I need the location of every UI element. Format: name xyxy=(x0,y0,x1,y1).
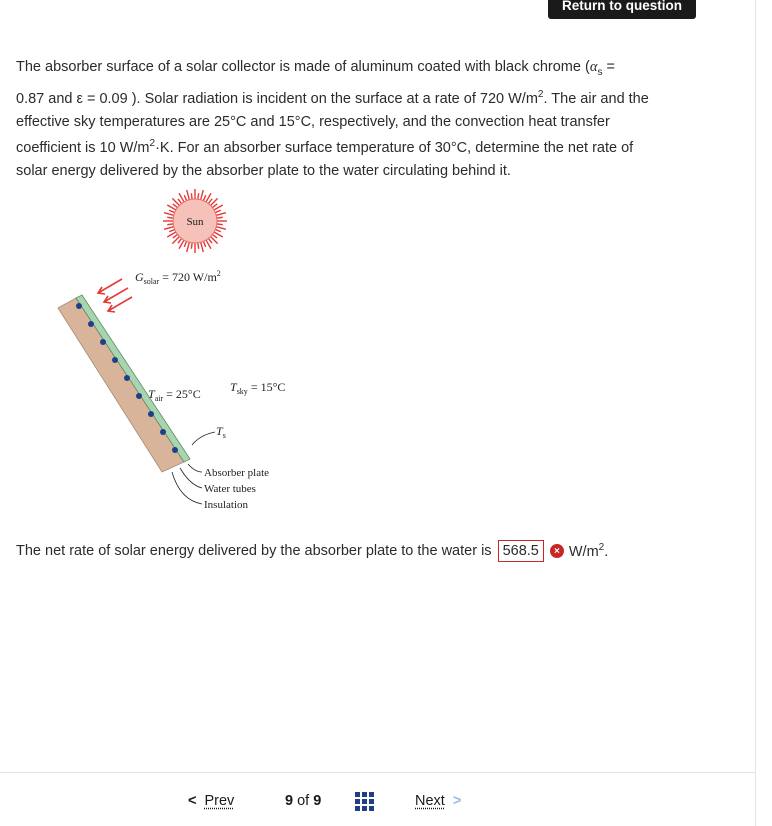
chevron-right-icon: > xyxy=(452,793,462,809)
sun-ray xyxy=(169,229,175,231)
label-absorber-plate: Absorber plate xyxy=(204,467,270,479)
label-insulation: Insulation xyxy=(204,499,248,511)
question-line-1-end: = xyxy=(602,59,615,75)
sun-label: Sun xyxy=(186,216,204,228)
sun-ray xyxy=(212,204,217,208)
question-line-3: effective sky temperatures are 25°C and 15°C, respectively, and the convection heat transfer xyxy=(16,113,610,130)
footer-navigation xyxy=(0,790,755,816)
question-text xyxy=(16,56,716,182)
sun-ray xyxy=(167,224,173,225)
question-line-5: solar energy delivered by the absorber plate to the water circulating behind it. xyxy=(16,162,511,179)
solar-collector-figure xyxy=(50,180,310,520)
question-line-4a: coefficient is 10 W/m xyxy=(16,140,150,157)
sun-ray xyxy=(217,217,223,218)
sun-ray xyxy=(173,204,178,208)
sun-ray xyxy=(178,199,182,204)
t-sky-label: $T_{sky} = 15^\circ C$ xyxy=(230,380,286,396)
question-sup-2: 2 xyxy=(149,138,156,150)
right-scroll-rail[interactable] xyxy=(755,0,772,826)
sun-ray xyxy=(201,190,204,200)
next-button[interactable]: Next > xyxy=(415,793,462,809)
sun-ray xyxy=(173,234,178,238)
sun-ray xyxy=(184,195,186,201)
incorrect-icon: × xyxy=(550,544,564,558)
answer-input[interactable]: 568.5 xyxy=(498,540,544,562)
solar-radiation-arrows xyxy=(98,279,132,312)
sun-ray xyxy=(169,210,175,212)
answer-prefix: The net rate of solar energy delivered by the absorber plate to the water is xyxy=(16,543,492,559)
sun-ray xyxy=(217,224,223,225)
sun-ray xyxy=(215,210,221,212)
sun-ray xyxy=(203,241,205,247)
t-air-label: $T_{air} = 25^\circ C$ xyxy=(148,387,201,403)
leader-lines xyxy=(172,464,202,504)
answer-unit: $W/m^2$. xyxy=(568,542,609,560)
g-solar-label: $G_{solar} = 720$ $W/m^2$ xyxy=(135,269,221,286)
sun-ray xyxy=(187,190,190,200)
grid-icon[interactable] xyxy=(355,792,374,811)
sun-ray xyxy=(191,193,192,199)
sun-ray xyxy=(201,242,204,252)
sun-ray xyxy=(187,242,190,252)
return-to-question-button[interactable]: Return to question xyxy=(548,0,696,19)
question-line-1: The absorber surface of a solar collector is made of aluminum coated with black chrome ( xyxy=(16,59,590,75)
absorber-plate xyxy=(76,295,190,462)
chevron-left-icon: < xyxy=(188,793,197,809)
sun-ray xyxy=(167,217,173,218)
sun-ray xyxy=(198,243,199,249)
solar-collector-diagram xyxy=(50,180,310,520)
prev-button[interactable]: < Prev xyxy=(188,793,235,809)
sun-ray xyxy=(208,199,212,204)
page-indicator: 9 of 9 xyxy=(285,793,322,809)
sun-ray xyxy=(216,227,226,230)
alpha-subscript: s xyxy=(597,66,603,78)
sun-ray xyxy=(198,193,199,199)
water-tubes xyxy=(76,303,178,453)
question-line-4b: ·K. For an absorber surface temperature of 30°C, determine the net rate of xyxy=(155,140,634,157)
sun-ray xyxy=(216,213,226,216)
ts-label: $T_s$ xyxy=(216,424,226,440)
sun-ray xyxy=(212,234,217,238)
alpha-symbol: α xyxy=(589,59,598,75)
sun-ray xyxy=(215,229,221,231)
sun-ray xyxy=(191,243,192,249)
insulation-layer xyxy=(58,298,184,472)
sun-ray xyxy=(203,195,205,201)
sun-ray xyxy=(178,238,182,243)
question-line-2a: 0.87 and ε = 0.09 ). Solar radiation is incident on the surface at a rate of 720 W/m xyxy=(16,91,538,108)
answer-line xyxy=(16,540,608,562)
sun-ray xyxy=(208,238,212,243)
sun-ray xyxy=(164,213,174,216)
footer-divider xyxy=(0,772,755,773)
question-line-2b: . The air and the xyxy=(543,91,649,108)
label-water-tubes: Water tubes xyxy=(204,483,256,495)
question-sup: 2 xyxy=(537,89,544,101)
sun-ray xyxy=(164,227,174,230)
sun-ray xyxy=(184,241,186,247)
